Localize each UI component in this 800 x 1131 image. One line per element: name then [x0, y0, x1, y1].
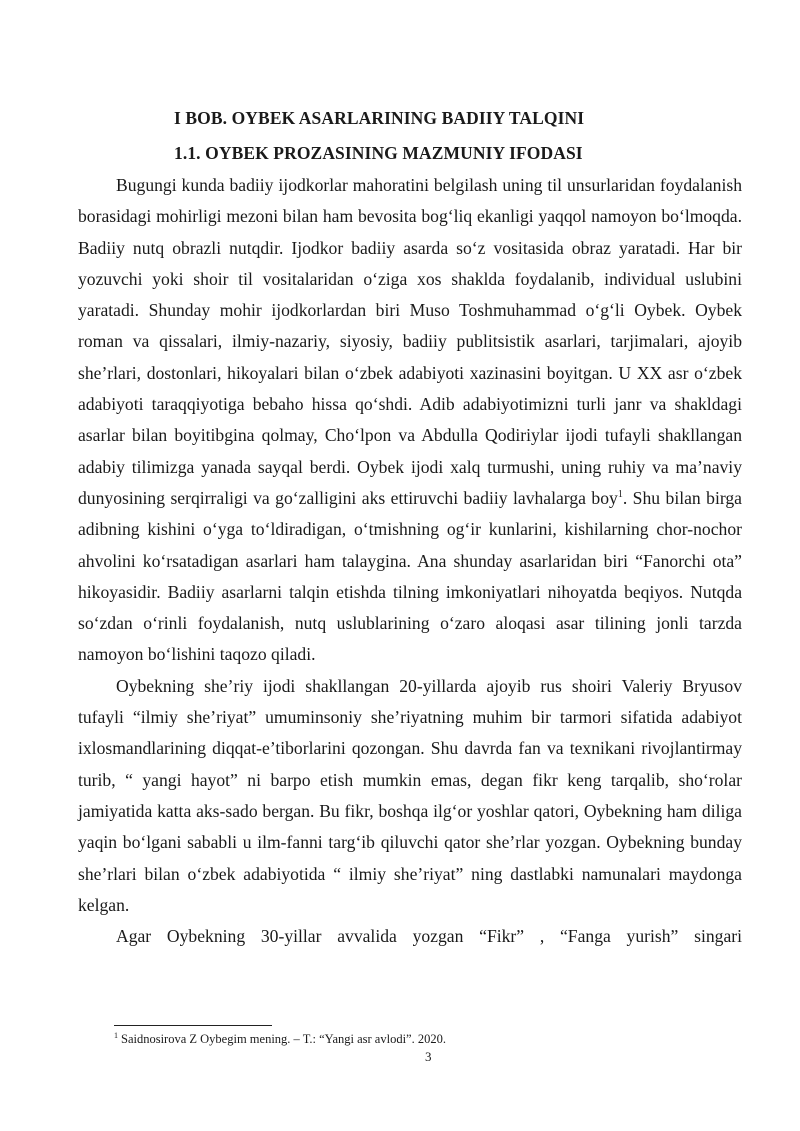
paragraph-1-text-before-ref: Bugungi kunda badiiy ijodkorlar mahoratini belgilash uning til unsurlaridan foydalanish borasidagi mohirligi mezoni bilan ham bevosita bog‘liq ekanligi yaqqol namoyon bo‘lmoqda. Badiiy nutq obrazli nutqdir. Ijodkor badiiy asarda so‘z vositasida obraz yaratadi. Har bir yozuvchi yoki shoir til vositalaridan o‘ziga xos shaklda foydalanib, individual uslubini yaratadi. Shunday mohir ijodkorlardan biri Muso Toshmuhammad o‘g‘li Oybek. Oybek roman va qissalari, ilmiy-nazariy, siyosiy, badiiy publitsistik asarlari, tarjimalari, ajoyib she’rlari, dostonlari, hikoyalari bilan o‘zbek adabiyoti xazinasini boyitgan. U XX asr o‘zbek adabiyoti taraqqiyotiga bebaho hissa qo‘shdi. Adib adabiyotimizni turli janr va shakldagi asarlar bilan boyitibgina qolmay, Cho‘lpon va Abdulla Qodiriylar ijodi tufayli shakllangan adabiy tilimizga yanada sayqal berdi. Oybek ijodi xalq turmushi, uning ruhiy va ma’naviy dunyosining serqirraligi va go‘zalligini aks ettiruvchi badiiy lavhalarga boy — [78, 175, 742, 508]
footnote — [114, 1032, 446, 1047]
paragraph-1-text-after-ref: . Shu bilan birga adibning kishini o‘yga to‘ldiradigan, o‘tmishning og‘ir kunlarini, kishilarning chor-nochor ahvolini ko‘rsatadigan asarlari ham talaygina. Ana shunday asarlaridan biri “Fanorchi ota” hikoyasidir. Badiiy asarlarni talqin etishda tilning imkoniyatlari nihoyatda beqiyos. Nutqda so‘zdan o‘rinli foydalanish, nutq uslublarining o‘zaro aloqasi asar tilining jonli tarzda namoyon bo‘lishini taqozo qiladi. — [78, 487, 742, 665]
footnote-divider — [114, 1025, 272, 1026]
paragraph-3: Agar Oybekning 30-yillar avvalida yozgan “Fikr” , “Fanga yurish” singari — [116, 926, 742, 947]
paragraph-1 — [78, 170, 742, 671]
body-text — [78, 170, 742, 952]
page-number: 3 — [425, 1049, 432, 1064]
paragraph-2: Oybekning she’riy ijodi shakllangan 20-yillarda ajoyib rus shoiri Valeriy Bryusov tufayli “ilmiy she’riyat” umuminsoniy she’riyatning muhim bir tarmori sifatida adabiyot ixlosmandlarining diqqat-e’tiborlarini qozongan. Shu davrda fan va texnikani rivojlantirmay turib, “ yangi hayot” ni barpo etish mumkin emas, degan fikr keng tarqalib, sho‘rolar jamiyatida katta aks-sado bergan. Bu fikr, boshqa ilg‘or yoshlar qatori, Oybekning ham diliga yaqin bo‘lgani sababli u ilm-fanni targ‘ib qiluvchi qator she’rlar yozgan. Oybekning bunday she’rlari bilan o‘zbek adabiyotida “ ilmiy she’riyat” ning dastlabki namunalari maydonga kelgan. — [78, 675, 742, 915]
section-title: 1.1. OYBEK PROZASINING MAZMUNIY IFODASI — [174, 143, 583, 163]
footnote-text: Saidnosirova Z Oybegim mening. – T.: “Yangi asr avlodi”. 2020. — [121, 1032, 446, 1046]
chapter-title: I BOB. OYBEK ASARLARINING BADIIY TALQINI — [174, 108, 585, 128]
footnote-mark: 1 — [114, 1030, 118, 1040]
footnote-reference: 1 — [617, 489, 623, 501]
